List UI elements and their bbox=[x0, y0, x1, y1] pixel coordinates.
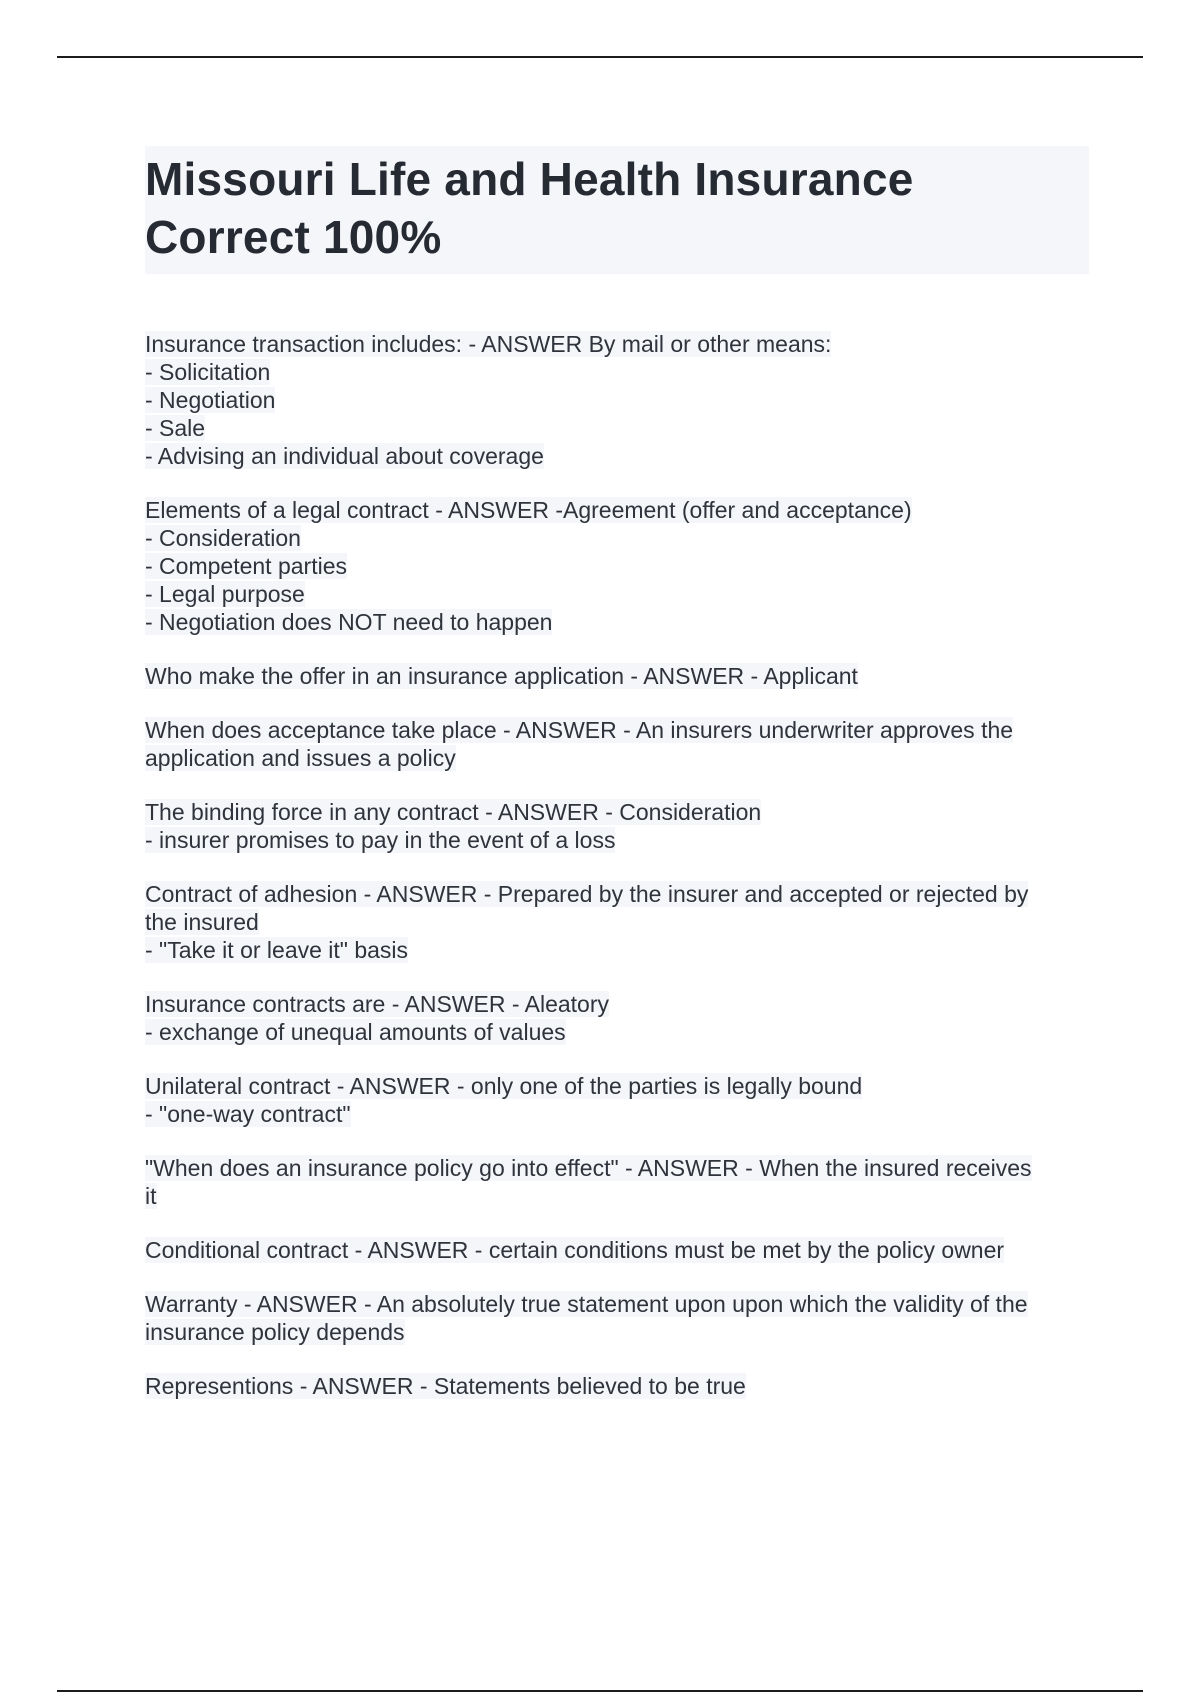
qa-line-text: the insured bbox=[145, 909, 259, 935]
qa-line bbox=[145, 1372, 1089, 1400]
qa-line-text: - Legal purpose bbox=[145, 581, 305, 607]
qa-line-text: - "one-way contract" bbox=[145, 1101, 351, 1127]
title-line-2: Correct 100% bbox=[145, 211, 442, 263]
qa-line bbox=[145, 1154, 1089, 1182]
qa-line-text: - exchange of unequal amounts of values bbox=[145, 1019, 566, 1045]
qa-line bbox=[145, 1318, 1089, 1346]
qa-line-text: - Advising an individual about coverage bbox=[145, 443, 544, 469]
title-line-1: Missouri Life and Health Insurance bbox=[145, 153, 914, 205]
qa-line bbox=[145, 608, 1089, 636]
qa-line-text: Insurance contracts are - ANSWER - Aleatory bbox=[145, 991, 610, 1017]
qa-line-text: - Negotiation bbox=[145, 387, 276, 413]
qa-line bbox=[145, 798, 1089, 826]
title-block bbox=[145, 146, 1089, 274]
qa-line bbox=[145, 1236, 1089, 1264]
qa-line-text: Contract of adhesion - ANSWER - Prepared by the insurer and accepted or rejected by bbox=[145, 881, 1029, 907]
qa-line bbox=[145, 662, 1089, 690]
qa-item bbox=[145, 662, 1089, 690]
qa-line bbox=[145, 1100, 1089, 1128]
header-rule bbox=[57, 56, 1143, 58]
qa-line bbox=[145, 414, 1089, 442]
qa-line bbox=[145, 442, 1089, 470]
qa-line bbox=[145, 524, 1089, 552]
qa-line bbox=[145, 880, 1089, 908]
page-title bbox=[145, 150, 1089, 266]
qa-item bbox=[145, 1372, 1089, 1400]
qa-line-text: Unilateral contract - ANSWER - only one of the parties is legally bound bbox=[145, 1073, 863, 1099]
qa-line bbox=[145, 1018, 1089, 1046]
qa-item bbox=[145, 1290, 1089, 1346]
qa-item bbox=[145, 1154, 1089, 1210]
qa-line bbox=[145, 358, 1089, 386]
qa-line bbox=[145, 386, 1089, 414]
qa-line-text: The binding force in any contract - ANSWER - Consideration bbox=[145, 799, 762, 825]
qa-line-text: - "Take it or leave it" basis bbox=[145, 937, 409, 963]
qa-item bbox=[145, 1072, 1089, 1128]
qa-line bbox=[145, 744, 1089, 772]
qa-line bbox=[145, 1290, 1089, 1318]
qa-line-text: Who make the offer in an insurance application - ANSWER - Applicant bbox=[145, 663, 858, 689]
qa-line-text: Warranty - ANSWER - An absolutely true statement upon upon which the validity of the bbox=[145, 1291, 1028, 1317]
qa-item bbox=[145, 880, 1089, 964]
qa-line bbox=[145, 580, 1089, 608]
qa-line-text: - insurer promises to pay in the event of a loss bbox=[145, 827, 616, 853]
qa-line bbox=[145, 826, 1089, 854]
qa-line bbox=[145, 936, 1089, 964]
qa-line bbox=[145, 330, 1089, 358]
qa-item bbox=[145, 496, 1089, 636]
qa-line bbox=[145, 496, 1089, 524]
qa-line bbox=[145, 716, 1089, 744]
document-body bbox=[145, 146, 1089, 1426]
qa-line-text: it bbox=[145, 1183, 157, 1209]
qa-line-text: - Competent parties bbox=[145, 553, 347, 579]
qa-line-text: application and issues a policy bbox=[145, 745, 456, 771]
qa-list bbox=[145, 330, 1089, 1400]
qa-line-text: When does acceptance take place - ANSWER - An insurers underwriter approves the bbox=[145, 717, 1014, 743]
qa-line-text: - Sale bbox=[145, 415, 206, 441]
qa-line-text: - Consideration bbox=[145, 525, 301, 551]
qa-line bbox=[145, 908, 1089, 936]
qa-line-text: - Solicitation bbox=[145, 359, 271, 385]
qa-item bbox=[145, 330, 1089, 470]
qa-line-text: - Negotiation does NOT need to happen bbox=[145, 609, 553, 635]
qa-line bbox=[145, 1182, 1089, 1210]
footer-rule bbox=[57, 1690, 1143, 1692]
qa-item bbox=[145, 716, 1089, 772]
qa-line-text: Representions - ANSWER - Statements believed to be true bbox=[145, 1373, 746, 1399]
qa-line bbox=[145, 552, 1089, 580]
qa-line bbox=[145, 990, 1089, 1018]
qa-line-text: Conditional contract - ANSWER - certain conditions must be met by the policy owner bbox=[145, 1237, 1005, 1263]
qa-item bbox=[145, 798, 1089, 854]
qa-line bbox=[145, 1072, 1089, 1100]
qa-line-text: Elements of a legal contract - ANSWER -Agreement (offer and acceptance) bbox=[145, 497, 912, 523]
qa-line-text: insurance policy depends bbox=[145, 1319, 405, 1345]
qa-item bbox=[145, 990, 1089, 1046]
qa-line-text: "When does an insurance policy go into effect" - ANSWER - When the insured receives bbox=[145, 1155, 1032, 1181]
qa-item bbox=[145, 1236, 1089, 1264]
qa-line-text: Insurance transaction includes: - ANSWER By mail or other means: bbox=[145, 331, 832, 357]
